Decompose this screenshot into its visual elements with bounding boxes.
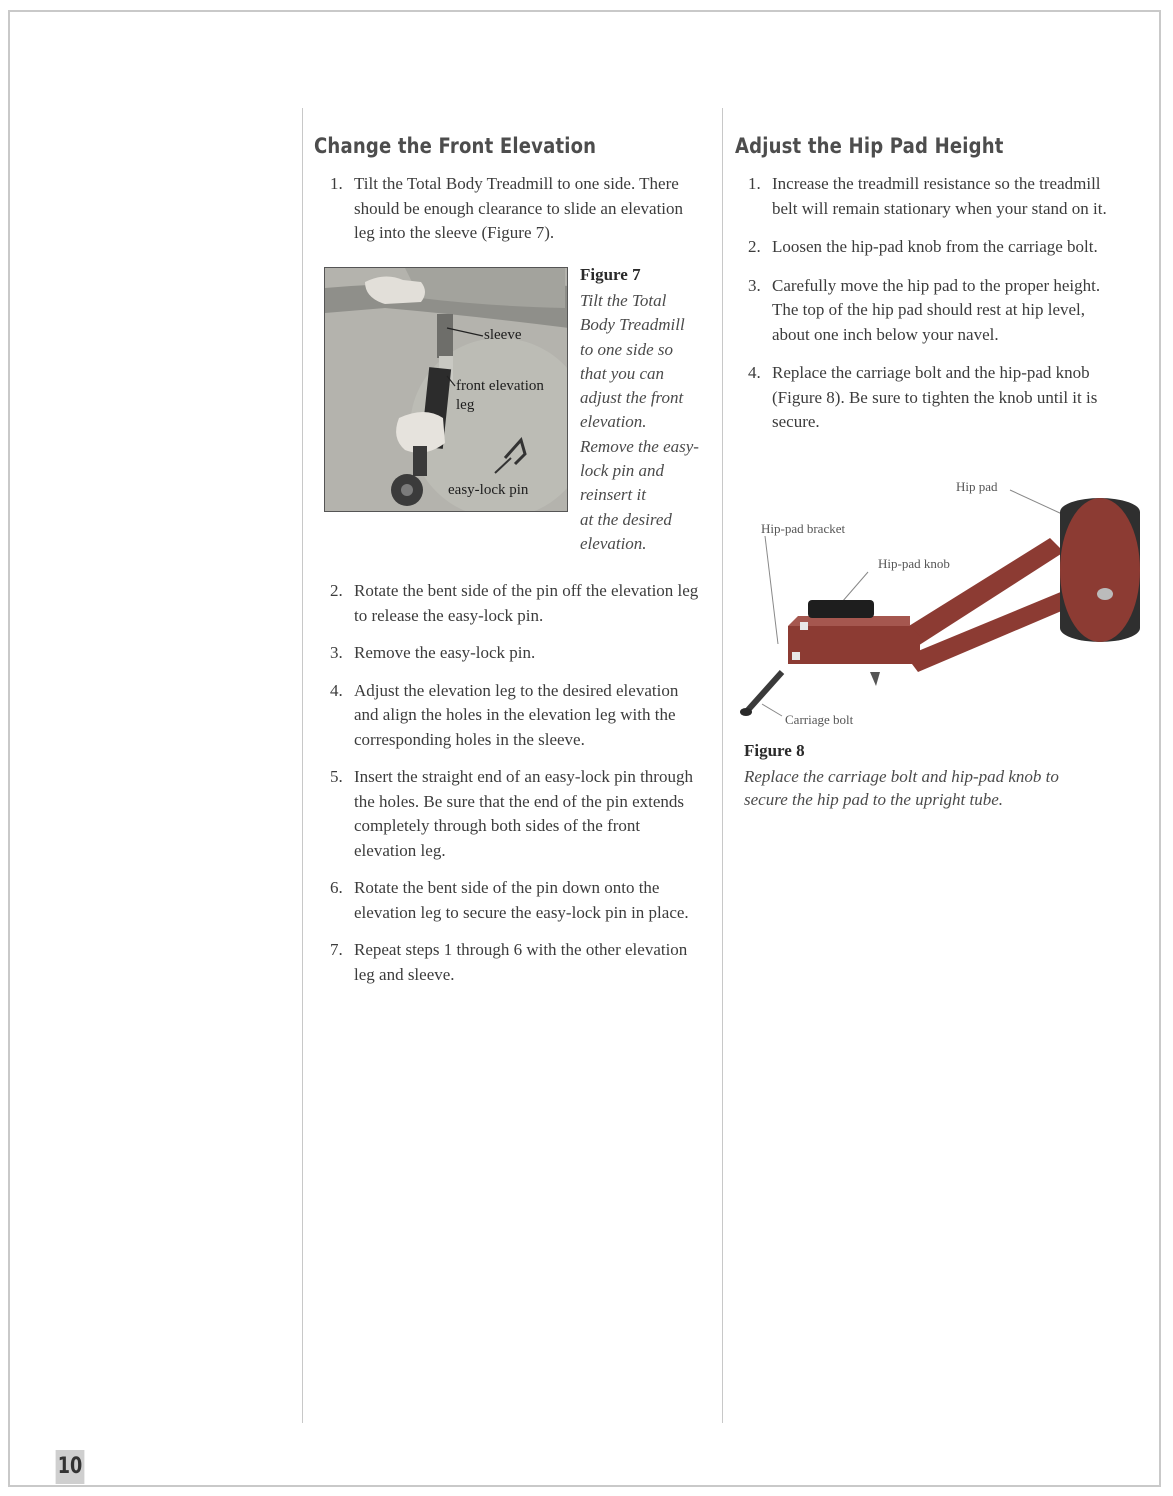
caption-line: elevation. (580, 412, 647, 432)
step-number: 7. (330, 940, 343, 959)
step-text: Repeat steps 1 through 6 with the other elevation leg and sleeve. (354, 940, 688, 984)
step-item (330, 679, 705, 753)
caption-line: to one side so (580, 339, 674, 359)
step-item (330, 765, 705, 863)
caption-line: lock pin and (580, 461, 665, 481)
step-text: Increase the treadmill resistance so the treadmill belt will remain stationary when your stand on it. (772, 174, 1107, 218)
step-number: 3. (330, 643, 343, 662)
figure7-caption (580, 289, 720, 556)
step-number: 4. (330, 680, 343, 700)
step-number: 2. (748, 237, 761, 256)
label-easy-lock-pin: easy-lock pin (448, 482, 529, 498)
step-item (748, 172, 1118, 221)
label-hip-pad: Hip pad (956, 479, 998, 494)
caption-line: at the desired (580, 509, 672, 529)
figure8-diagram (730, 476, 1150, 736)
step-text: Loosen the hip-pad knob from the carriage bolt. (772, 237, 1098, 256)
step-text: Rotate the bent side of the pin off the elevation leg to release the easy-lock pin. (354, 581, 699, 625)
label-sleeve: sleeve (484, 327, 522, 343)
step-number: 2. (330, 581, 343, 600)
caption-line: Replace the carriage bolt and hip-pad knob to (744, 767, 1059, 786)
label-leg: leg (456, 397, 475, 413)
figure7-photo (324, 267, 568, 512)
step-item (330, 876, 705, 925)
step-item (748, 235, 1118, 260)
step-item (330, 579, 705, 628)
step-number: 1. (330, 174, 343, 193)
step-item (748, 274, 1118, 348)
figure7-title: Figure 7 (580, 265, 641, 284)
step-text: Tilt the Total Body Treadmill to one side. There should be enough clearance to slide an elevation leg into the sleeve (Figure 7). (354, 174, 684, 242)
step-text: Carefully move the hip pad to the proper height. The top of the hip pad should rest at hip level, about one inch below your navel. (772, 275, 1101, 344)
step-number: 5. (330, 767, 343, 786)
label-hip-pad-bracket: Hip-pad bracket (761, 521, 846, 536)
caption-line: secure the hip pad to the upright tube. (744, 790, 1004, 809)
caption-line: Body Treadmill (580, 315, 685, 335)
section-heading-hip-pad: Adjust the Hip Pad Height (735, 134, 1004, 158)
section-heading-front-elevation: Change the Front Elevation (314, 134, 597, 158)
step-item (330, 172, 705, 246)
step-item (748, 361, 1118, 435)
front-elevation-steps-intro (330, 172, 705, 246)
figure8-title: Figure 8 (744, 741, 805, 760)
caption-line: adjust the front (580, 388, 684, 408)
label-carriage-bolt: Carriage bolt (785, 712, 854, 727)
figure8-caption (744, 765, 1134, 811)
step-number: 4. (748, 363, 761, 382)
step-number: 1. (748, 174, 761, 193)
caption-line: Remove the easy- (580, 436, 699, 456)
label-hip-pad-knob: Hip-pad knob (878, 556, 950, 571)
center-column-rule (722, 108, 723, 1423)
label-front-elevation: front elevation (456, 378, 544, 394)
front-elevation-steps (330, 579, 705, 987)
left-column-rule (302, 108, 303, 1423)
step-text: Insert the straight end of an easy-lock pin through the holes. Be sure that the end of the pin extends completely through both sides of the front elevation leg. (354, 767, 693, 860)
caption-line: Tilt the Total (580, 291, 667, 310)
caption-line: reinsert it (580, 485, 646, 505)
step-number: 3. (748, 275, 761, 295)
caption-line: that you can (580, 363, 665, 383)
step-text: Rotate the bent side of the pin down onto the elevation leg to secure the easy-lock pin in place. (354, 878, 689, 922)
hip-pad-steps (748, 172, 1118, 435)
hip-pad-assembly-illustration (730, 476, 1150, 736)
caption-line: elevation. (580, 533, 647, 553)
step-item (330, 938, 705, 987)
step-text: Replace the carriage bolt and the hip-pad knob (Figure 8). Be sure to tighten the knob until it is secure. (772, 363, 1098, 431)
step-number: 6. (330, 878, 343, 897)
page-number: 10 (56, 1450, 85, 1484)
step-item (330, 641, 705, 666)
step-text: Adjust the elevation leg to the desired elevation and align the holes in the elevation leg with the corresponding holes in the sleeve. (354, 680, 679, 749)
step-text: Remove the easy-lock pin. (354, 643, 536, 662)
